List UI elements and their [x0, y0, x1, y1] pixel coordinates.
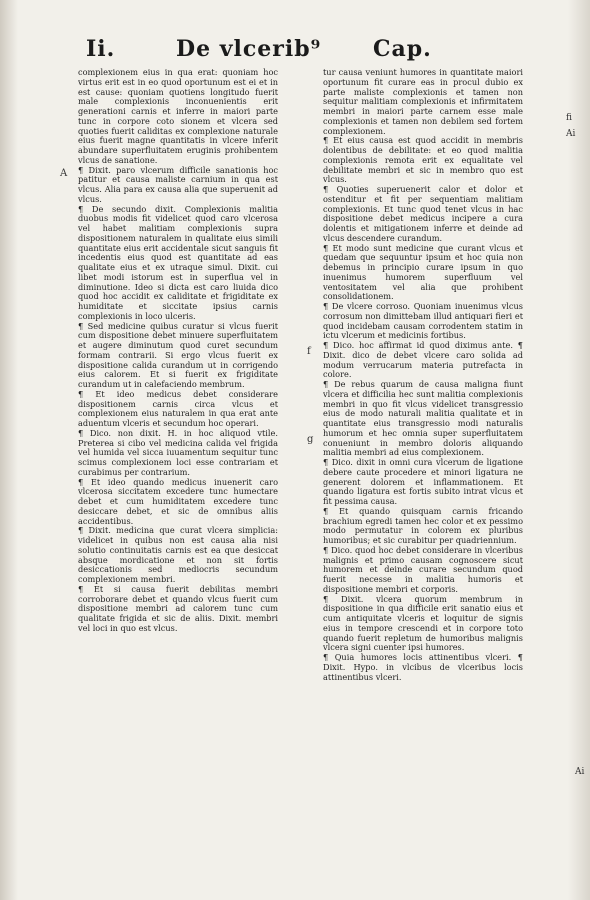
- edge-mark: Ai: [566, 129, 576, 139]
- edge-mark: fi: [566, 113, 573, 123]
- paragraph: ¶ Dico. non dixit. H. in hoc aliquod vtile. Preterea si cibo vel medicina calida vel frigida vel humida vel sicca iuuamentum sequitur tunc scimus complexionem loci esse contrariam et curabimus per contrarium.: [78, 427, 278, 477]
- paragraph: ¶ Dico. dixit in omni cura vlcerum de ligatione debere caute procedere et minori ligatura ne generent dolorem et inflammationem. Et quando ligatura est fortis subito intrat vlcus et fit pessima causa.: [323, 457, 523, 506]
- margin-note-a: A: [60, 168, 68, 179]
- running-header: [78, 36, 458, 68]
- binding-gutter-shadow: [0, 0, 18, 900]
- paragraph: ¶ De secundo dixit. Complexionis malitia duobus modis fit videlicet quod caro vlcerosa vel habet malitiam complexionis supra dispositionem naturalem in qualitate eius simili quantitate eius erit accidentale sicut sanguis fit incedentis eius quod est quantitate ad eas qualitate eius et ex utraque simul. Dixit. cui libet modi istorum est in superflua vel in diminutione. Ideo si dicta est caro liuida dico quod hoc accidit ex caliditate et frigiditate ex humiditate et siccitate ipsius carnis complexionis in loco ulceris.: [78, 203, 278, 321]
- header-title: De vlcerib⁹: [176, 36, 322, 62]
- paragraph: ¶ Dixit. paro vlcerum difficile sanationis hoc patitur et causa maliste carnium in qua est vlcus. Alia para ex causa alia que superuenit ad vlcus.: [78, 164, 278, 204]
- margin-note-f: f: [307, 346, 311, 357]
- paragraph: tur causa veniunt humores in quantitate maiori oportunum fit curare eas in procul dubio ex parte maliste complexionis et tamen non sequitur malitiam complexionis et infirmitatem membri in maiori parte carnem esse male complexionis et tamen non debilem sed fortem complexionem.: [323, 68, 523, 136]
- facing-page-edge-text-bottom: [575, 766, 584, 778]
- paragraph: ¶ Sed medicine quibus curatur si vlcus fuerit cum dispositione debet minuere superfluitatem et augere diminutum quod curet secundum formam contrarii. Si ergo vlcus fuerit ex dispositione calida curandum ut in corrigendo eius calorem. Et si fuerit ex frigiditate curandum ut in calefaciendo membrum.: [78, 320, 278, 389]
- paragraph: ¶ Et modo sunt medicine que curant vlcus et quedam que sequuntur ipsum et hoc quia non debemus in principio curare ipsum in quo inuenimus humorem superfluum vel ventositatem vel alia que prohibent consolidationem.: [323, 242, 523, 302]
- paragraph: complexionem eius in qua erat: quoniam hoc virtus erit est in eo quod oportunum est ei et in est cause: quoniam quotiens longitudo fuerit male complexionis inconuenientis erit generationi carnis et inferre in maiori parte tunc in corpore coto sionem et vlcera sed quoties fuerit caliditas ex complexione naturale eius fuerit magne quantitatis in vlcere inferit abundare superfluitatem eruginis prohibentem vlcus de sanatione.: [78, 68, 278, 165]
- paragraph: ¶ Et ideo medicus debet considerare dispositionem carnis circa vlcus et complexionem eius naturalem in qua erat ante aduentum vlceris et secundum hoc operari.: [78, 388, 278, 428]
- header-folio: Ii.: [86, 36, 116, 62]
- paragraph: ¶ De rebus quarum de causa maligna fiunt vlcera et difficilia hec sunt malitia complexionis membri in quo fit vlcus videlicet transgressio eius de modo naturali malitia qualitate et in quantitate eius transgressio modi naturalis humorum et hec omnia super superfluitatem conueniunt in membro doloris aliquando malitia membri ad eius complexionem.: [323, 379, 523, 458]
- left-text-column: [78, 68, 278, 868]
- paragraph: ¶ Et ideo quando medicus inuenerit caro vlcerosa siccitatem excedere tunc humectare debet et cum humiditatem excedere tunc desiccare debet, et sic de omnibus aliis accidentibus.: [78, 476, 278, 526]
- paragraph: ¶ De vlcere corroso. Quoniam inuenimus vlcus corrosum non dimittebam illud antiquari fieri et quod incidebam causam corrodentem statim in ictu vlcerum et medicinis fortibus.: [323, 301, 523, 341]
- paragraph: ¶ Dixit. vlcera quorum membrum in dispositione in qua difficile erit sanatio eius et cum antiquitate vlceris et loquitur de signis eius in tempore crescendi et in corpore toto quando fuerit repletum de humoribus malignis vlcera signi cuenter ipsi humores.: [323, 593, 523, 653]
- paragraph: ¶ Dico. hoc affirmat id quod diximus ante. ¶ Dixit. dico de debet vlcere caro solida ad modum verrucarum materia putrefacta in colore.: [323, 340, 523, 380]
- paragraph: ¶ Dico. quod hoc debet considerare in vlceribus malignis et primo causam cognoscere sicut humorem et deinde curare secundum quod fuerit necesse in malitia humoris et dispositione membri et corporis.: [323, 544, 523, 594]
- edge-mark: Ai: [575, 767, 585, 777]
- header-chapter: Cap.: [373, 36, 432, 62]
- right-text-column: [323, 68, 523, 868]
- paragraph: ¶ Quoties superuenerit calor et dolor et ostenditur et fit per sequentiam malitiam complexionis. Et tunc quod tenet vlcus in hac dispositione debet medicus incipere a cura dolentis et mitigationem inferre et deinde ad vlcus descendere curandum.: [323, 184, 523, 243]
- paragraph: ¶ Quia humores locis attinentibus vlceri. ¶ Dixit. Hypo. in vlcibus de vlceribus locis attinentibus vlceri.: [323, 652, 523, 682]
- paragraph: ¶ Et eius causa est quod accidit in membris dolentibus de debilitate: et eo quod malitia complexionis remota erit ex equalitate vel debilitate membri et sic in membro quo est vlcus.: [323, 135, 523, 185]
- margin-note-g: g: [307, 434, 314, 445]
- paragraph: ¶ Et quando quisquam carnis fricando brachium egredi tamen hec color et ex pessimo modo permutatur in colorem ex pluribus humoribus; et sic curabitur per quadriennium.: [323, 505, 523, 545]
- paragraph: ¶ Et si causa fuerit debilitas membri corroborare debet et quando vlcus fuerit cum dispositione membri ad calorem tunc cum qualitate frigida et sic de aliis. Dixit. membri vel loci in quo est vlcus.: [78, 583, 278, 633]
- facing-page-edge-text: [566, 110, 575, 142]
- paragraph: ¶ Dixit. medicina que curat vlcera simplicia: videlicet in quibus non est causa alia nisi solutio continuitatis carnis est ea que desiccat absque mordicatione et non sit fortis desiccationis sed mediocris secundum complexionem membri.: [78, 525, 278, 584]
